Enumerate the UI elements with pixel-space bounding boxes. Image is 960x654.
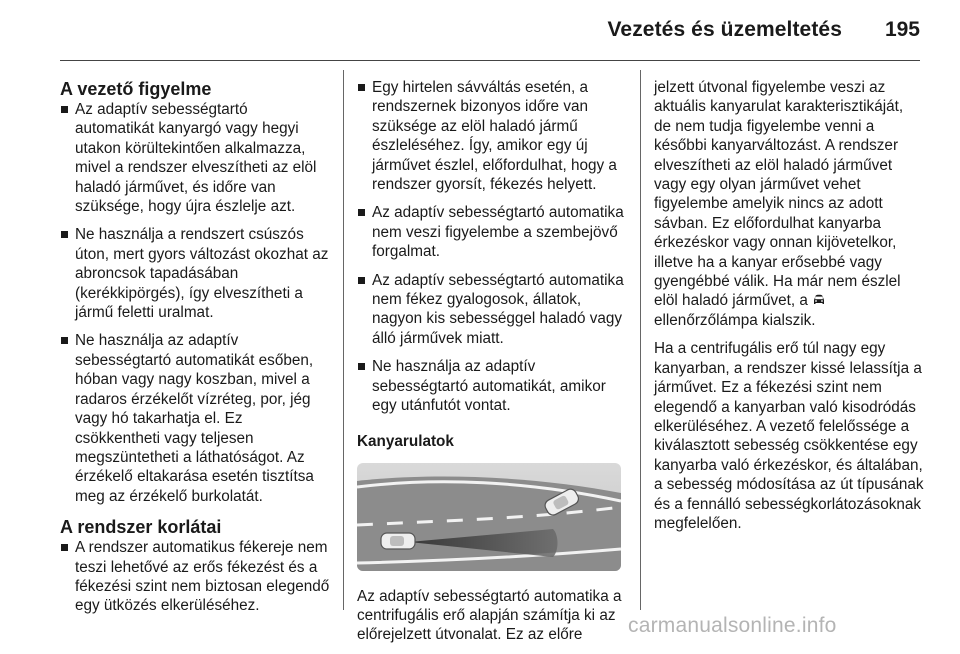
own-car xyxy=(381,533,415,549)
list-item: Az adaptív sebességtartó automatika nem fékez gyalogosok, állatok, nagyon kis sebességgel haladó vagy álló járművek miatt. xyxy=(357,271,625,349)
curve-paragraph-2: Ha a centrifugális erő túl nagy egy kanyarban, a rendszer kissé lelassítja a járművet. Ez a fékezési szint nem elegendő a kanyarban való kisodródás elkerüléséhez. A vezető felelőssége a kiválasztott sebesség csökkentése egy kanyarba való érkezéskor, és általában, a sebesség módosítása az út típusának és a fennálló sebességkorlátozásoknak megfelelően. xyxy=(654,340,924,532)
list-item: Ne használja az adaptív sebességtartó automatikát, amikor egy utánfutót vontat. xyxy=(357,357,625,415)
list-item: Egy hirtelen sávváltás esetén, a rendszernek bizonyos időre van szüksége az elöl haladó jármű észleléséhez. Így, amikor egy új járművet észlel, előfordulhat, hogy a rendszer gyorsít, fékezés helyett. xyxy=(357,78,625,194)
header-divider xyxy=(60,60,920,61)
list-item: Az adaptív sebességtartó automatikát kanyargó vagy hegyi utakon körültekintően alkalmazza, mivel a rendszer elveszítheti az elöl haladó járművet, és időre van szüksége, hogy újra észlelje azt. xyxy=(60,100,330,216)
section-title-driver-attention: A vezető figyelme xyxy=(60,79,212,99)
car-indicator-icon xyxy=(812,294,826,306)
column-divider-2 xyxy=(640,70,641,610)
column-divider-1 xyxy=(343,70,344,610)
driver-attention-list xyxy=(60,100,330,506)
page-header xyxy=(0,0,960,62)
system-limits-list xyxy=(60,538,330,616)
page-number: 195 xyxy=(884,18,920,41)
column-3 xyxy=(654,78,924,542)
list-item: Ne használja az adaptív sebességtartó automatikát esőben, hóban vagy nagy koszban, mivel a radaros érzékelőt vízréteg, por, jég vagy hó takarhatja el. Ez csökkentheti vagy teljesen megszüntetheti a láthatóságot. Az érzékelő eltakarása esetén tisztítsa meg az érzékelő burkolatát. xyxy=(60,331,330,506)
chapter-title: Vezetés és üzemeltetés xyxy=(607,18,842,41)
column-1 xyxy=(60,78,330,625)
limits-continued-list xyxy=(357,78,625,416)
section-title-system-limits: A rendszer korlátai xyxy=(60,517,222,538)
curve-caption: Az adaptív sebességtartó automatika a centrifugális erő alapján számítja ki az előrejelzett útvonalat. Ez az előre xyxy=(357,587,622,644)
curve-paragraph-1: jelzett útvonal figyelembe veszi az aktuális kanyarulat karakterisztikáját, de nem tudja figyelembe venni a későbbi kanyarváltozást. A rendszer elveszítheti az elöl haladó járművet vagy egy olyan járművet vehet figyelembe amelyik nincs az adott sávban. Ez előfordulhat kanyarba érkezéskor vagy onnan kijövetelkor, illetve ha a kanyar erősebbé vagy gyengébbé válik. Ha már nem észlel elöl haladó járművet, a ellenőrzőlámpa kialszik. xyxy=(654,79,904,329)
curve-illustration xyxy=(357,463,621,571)
list-item: A rendszer automatikus fékereje nem teszi lehetővé az erős fékezést és a fékezési szint nem biztosan elegendő egy ütközés elkerüléséhez. xyxy=(60,538,330,616)
list-item: Ne használja a rendszert csúszós úton, mert gyors változást okozhat az abroncsok tapadásában (kerékkipörgés), így elveszítheti a jármű feletti uralmat. xyxy=(60,225,330,322)
subheading-curves: Kanyarulatok xyxy=(357,432,454,450)
column-2 xyxy=(357,78,625,654)
list-item: Az adaptív sebességtartó automatika nem veszi figyelembe a szembejövő forgalmat. xyxy=(357,203,625,261)
watermark: carmanualsonline.info xyxy=(628,614,837,637)
